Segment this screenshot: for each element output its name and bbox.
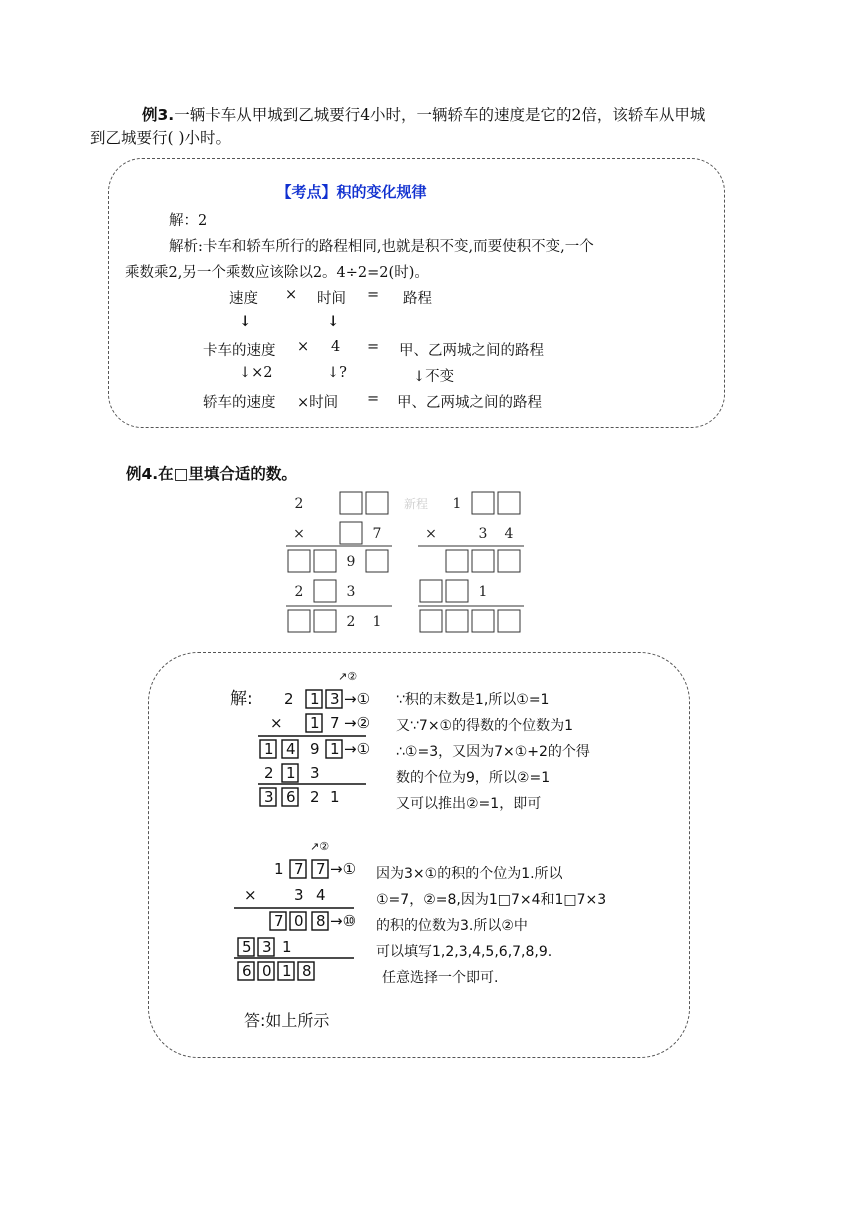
digit: 2: [346, 614, 356, 630]
hw-digit: 1: [310, 690, 320, 708]
car-times-time: ×时间: [297, 395, 339, 411]
hw-note: 的积的位数为3.所以②中: [376, 918, 528, 934]
times-sign: ×: [293, 526, 305, 542]
multiplication-puzzles: [280, 486, 540, 636]
hw-digit: 3: [264, 788, 274, 806]
digit: 3: [478, 526, 488, 542]
hw-digit: 1: [330, 740, 340, 758]
digit: 4: [504, 526, 514, 542]
example-3-question: [90, 104, 780, 150]
example-3-line1: 一辆卡车从甲城到乙城要行4小时，一辆轿车的速度是它的2倍，该轿车从甲城: [174, 106, 706, 124]
hw-digit: 3: [294, 886, 304, 904]
hw-digit: ×: [244, 886, 257, 904]
rel-times: ×: [285, 287, 298, 303]
hw-digit: 1: [330, 788, 340, 806]
blank-box: [288, 610, 310, 632]
blank-box: [446, 610, 468, 632]
digit: 1: [452, 496, 462, 512]
digit: 1: [372, 614, 382, 630]
rel-distance: 路程: [403, 291, 432, 307]
car-speed: 轿车的速度: [203, 395, 276, 411]
hw-note: ∵积的末数是1,所以①=1: [396, 692, 550, 708]
hw-digit: 5: [242, 938, 252, 956]
blank-box: [472, 550, 494, 572]
kaodian-heading: 【考点】积的变化规律: [276, 183, 427, 201]
solution-box-1: [108, 158, 725, 428]
hw-digit: 1: [264, 740, 274, 758]
hw-digit: 3: [330, 690, 340, 708]
analysis-line-1: 解析:卡车和轿车所行的路程相同,也就是积不变,而要使积不变,一个: [169, 239, 594, 255]
hw-digit: 1: [286, 764, 296, 782]
hw-digit: 1: [274, 860, 284, 878]
blank-box: [472, 492, 494, 514]
digit: 7: [372, 526, 382, 542]
hw-note: →①: [344, 740, 371, 758]
hw-digit: 1: [282, 938, 292, 956]
hw-digit: 7: [330, 714, 340, 732]
hw-note: →①: [344, 690, 371, 708]
rel-time: 时间: [317, 291, 346, 307]
analysis-line-2: 乘数乘2,另一个乘数应该除以2。4÷2=2(时)。: [125, 265, 429, 281]
truck-distance: 甲、乙两城之间的路程: [399, 343, 544, 359]
handwritten-solution: [230, 664, 630, 1040]
arrow-unchanged: ↓不变: [413, 369, 455, 385]
hw-note: ∴①=3，又因为7×①+2的个得: [396, 744, 590, 760]
down-arrow-icon: ↓: [239, 313, 252, 330]
digit: 9: [346, 554, 356, 570]
blank-box: [498, 492, 520, 514]
hw-digit: 2: [284, 690, 294, 708]
hw-digit: 4: [316, 886, 326, 904]
rel-equals-2: =: [367, 339, 380, 355]
hw-digit: ×: [270, 714, 283, 732]
hw-note: 数的个位为9，所以②=1: [396, 770, 551, 786]
digit: 2: [294, 584, 304, 600]
hw-note: 因为3×①的积的个位为1.所以: [376, 866, 563, 882]
blank-box: [288, 550, 310, 572]
example-4-label: 例4.在□里填合适的数。: [126, 465, 297, 483]
hw-note: →⑩: [330, 912, 357, 930]
hw-note: 可以填写1,2,3,4,5,6,7,8,9.: [376, 944, 553, 960]
blank-box: [420, 610, 442, 632]
jie-label: 解:: [230, 689, 253, 709]
hw-note: →②: [344, 714, 371, 732]
hw-note: 又可以推出②=1，即可: [396, 796, 542, 812]
blank-box: [472, 610, 494, 632]
blank-box: [498, 610, 520, 632]
down-arrow-icon: ↓: [327, 313, 340, 330]
arrow-question: ↓?: [327, 365, 347, 381]
hw-digit: 8: [302, 962, 312, 980]
hw-digit: 9: [310, 740, 320, 758]
blank-box: [314, 580, 336, 602]
example-3-line2: 到乙城要行( )小时。: [90, 129, 232, 147]
hw-digit: 3: [310, 764, 320, 782]
digit: 3: [346, 584, 356, 600]
rel-speed: 速度: [229, 291, 258, 307]
rel-times-2: ×: [297, 339, 310, 355]
hw-digit: 8: [316, 912, 326, 930]
hw-digit: 0: [294, 912, 304, 930]
digit: 1: [478, 584, 488, 600]
hw-digit: 1: [310, 714, 320, 732]
rel-equals-3: =: [367, 391, 380, 407]
hw-note: →①: [330, 860, 357, 878]
hw-digit: 7: [316, 860, 326, 878]
hw-digit: 6: [286, 788, 296, 806]
rel-equals: =: [367, 287, 380, 303]
hw-digit: 0: [262, 962, 272, 980]
final-answer: 答:如上所示: [244, 1011, 330, 1030]
hw-digit: 7: [274, 912, 284, 930]
blank-box: [314, 610, 336, 632]
watermark: 新程: [403, 497, 429, 511]
example-3-label: 例3.: [142, 106, 175, 124]
hw-digit: 3: [262, 938, 272, 956]
truck-time: 4: [331, 339, 341, 355]
hw-digit: 1: [282, 962, 292, 980]
hw-digit: 7: [294, 860, 304, 878]
digit: 2: [294, 496, 304, 512]
truck-speed: 卡车的速度: [203, 343, 276, 359]
blank-box: [446, 550, 468, 572]
blank-box: [314, 550, 336, 572]
hw-digit: 4: [286, 740, 296, 758]
hw-note: 又∵7×①的得数的个位数为1: [396, 718, 574, 734]
hw-digit: 2: [264, 764, 274, 782]
carry-mark: ↗②: [338, 670, 358, 683]
hw-digit: 6: [242, 962, 252, 980]
blank-box: [366, 550, 388, 572]
blank-box: [340, 522, 362, 544]
times-sign: ×: [425, 526, 437, 542]
answer-line: 解：2: [169, 213, 208, 229]
arrow-times-2: ↓×2: [239, 365, 273, 381]
hw-digit: 2: [310, 788, 320, 806]
blank-box: [420, 580, 442, 602]
blank-box: [498, 550, 520, 572]
car-distance: 甲、乙两城之间的路程: [397, 395, 542, 411]
hw-note: 任意选择一个即可.: [382, 970, 499, 986]
blank-box: [340, 492, 362, 514]
blank-box: [446, 580, 468, 602]
hw-note: ①=7，②=8,因为1□7×4和1□7×3: [376, 892, 607, 908]
blank-box: [366, 492, 388, 514]
carry-mark: ↗②: [310, 840, 330, 853]
